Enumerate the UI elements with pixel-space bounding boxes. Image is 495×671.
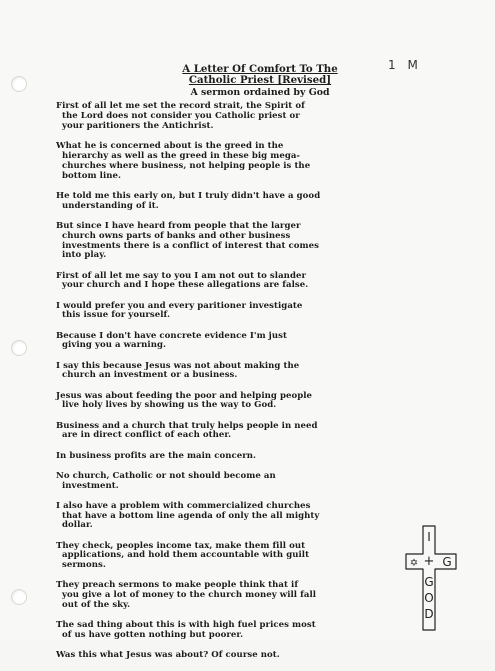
cross-letter-o: O [424,591,434,605]
paragraph-line: you give a lot of money to the church money will fall [62,590,317,601]
paragraph [56,222,416,262]
paragraph-line: are in direct conflict of each other. [62,430,232,441]
paragraph [56,392,416,412]
paragraph-line: I say this because Jesus was not about making the [56,360,300,371]
paragraph-line: sermons. [62,560,106,571]
cross-letter-d: D [424,607,434,621]
title-line: A Letter Of Comfort To The [182,63,338,75]
hand-drawn-cross [403,524,459,632]
paragraph-line: Jesus was about feeding the poor and helping people [56,390,313,401]
paragraph [56,362,416,382]
paragraph-line: I would prefer you and every paritioner investigate [56,300,303,311]
paragraph [56,621,416,641]
paragraph-line: giving you a warning. [62,340,167,351]
paragraph-line: your paritioners the Antichrist. [62,120,214,131]
paragraph [56,272,416,292]
paragraph-line: First of all let me say to you I am not out to slander [56,270,307,281]
paragraph-line: the Lord does not consider you Catholic priest or [62,110,300,121]
cross-letter-g: G [424,575,434,589]
paragraph [56,581,416,611]
paragraph-line: understanding of it. [62,200,159,211]
paragraph [56,502,416,532]
paragraph [56,452,416,462]
page-number: 1 M [388,58,422,72]
paragraph-line: dollar. [62,520,93,531]
cross-drawing [403,524,459,632]
paragraph-line: live holy lives by showing us the way to God. [62,400,277,411]
paragraph-line: Because I don't have concrete evidence I'm just [56,330,287,341]
paragraph-line: hierarchy as well as the greed in these big mega- [62,150,301,161]
paragraph-line: In business profits are the main concern. [56,450,257,461]
title-line: Catholic Priest [Revised] [188,74,332,86]
paragraph-line: investment. [62,480,119,491]
paragraph [56,302,416,322]
paragraph-line: I also have a problem with commercialized churches [56,500,311,511]
binder-hole-bottom [11,589,27,605]
paragraph [56,651,416,661]
paragraph-line: church an investment or a business. [62,370,238,381]
cross-plus: + [423,554,435,569]
paragraph-line: your church and I hope these allegations are false. [62,280,309,291]
paragraph-line: Business and a church that truly helps people in need [56,420,318,431]
binder-hole-middle [11,340,27,356]
document-body [56,101,419,671]
paragraph-line: into play. [62,250,107,261]
cross-letter-top: I [427,530,431,544]
paragraph-line: bottom line. [62,170,122,181]
paragraph-line: churches where business, not helping people is the [62,160,311,171]
paragraph-line: But since I have heard from people that the larger [56,220,301,231]
paragraph [56,192,416,212]
paragraph [56,142,416,182]
document-subtitle: A sermon ordained by God [190,87,330,98]
paragraph-line: that have a bottom line agenda of only the all mighty [62,510,320,521]
paragraph-line: The sad thing about this is with high fuel prices most [56,620,316,631]
paragraph-line: Was this what Jesus was about? Of course not. [56,650,280,661]
binder-hole-top [11,76,27,92]
paragraph [56,472,416,492]
paragraph-line: What he is concerned about is the greed in the [56,140,284,151]
paragraph-line: He told me this early on, but I truly didn't have a good [56,190,321,201]
paragraph-line: investments there is a conflict of interest that comes [62,240,319,251]
paragraph-line: First of all let me set the record strait, the Spirit of [56,101,305,111]
paragraph-line: They check, peoples income tax, make them fill out [56,540,306,551]
paragraph-line: out of the sky. [62,600,131,611]
paragraph-line: this issue for yourself. [62,310,170,321]
paragraph-line: church owns parts of banks and other business [62,230,291,241]
document-title [90,64,430,86]
paragraph [56,422,416,442]
paragraph [56,102,416,132]
paragraph [56,332,416,352]
star-of-david-icon: ✡ [409,558,419,569]
paragraph [56,540,419,572]
paragraph-line: of us have gotten nothing but poorer. [62,630,244,641]
cross-letter-right: G [442,555,452,569]
paragraph-line: applications, and hold them accountable with guilt [62,550,310,561]
paragraph-line: No church, Catholic or not should become an [56,470,276,481]
paragraph-line: They preach sermons to make people think that if [56,580,299,591]
